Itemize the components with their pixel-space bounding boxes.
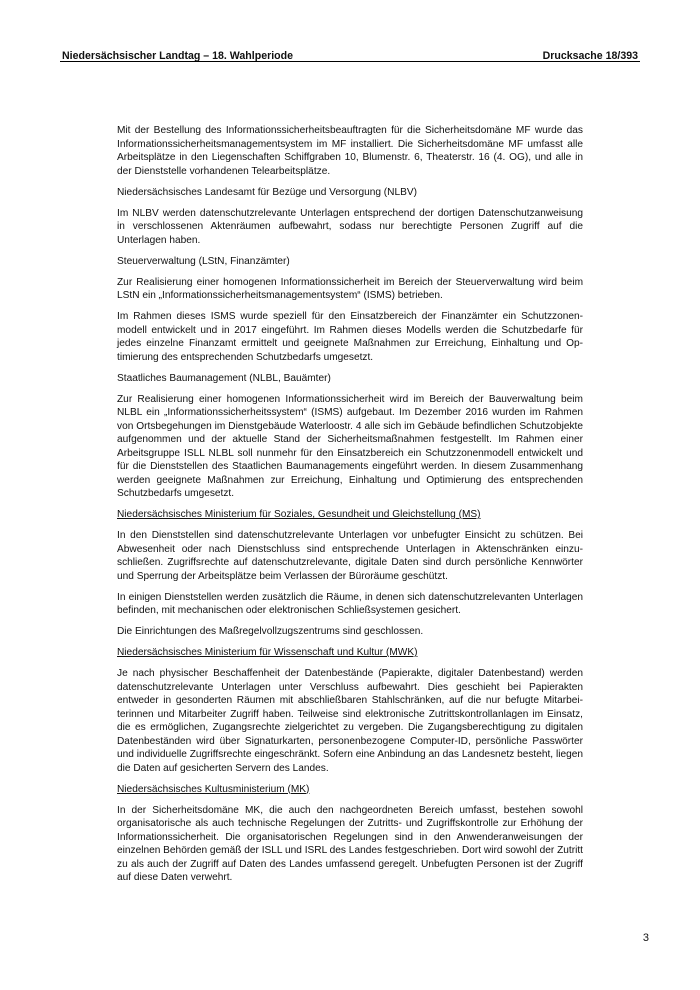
- section-heading-ms: Niedersächsisches Ministerium für Soziales, Gesundheit und Gleichstellung (MS): [117, 509, 481, 520]
- page-number: 3: [642, 932, 649, 944]
- paragraph-lstn-isms: Zur Realisierung einer homogenen Informationssicherheit im Bereich der Steuerverwaltung wird beim LStN ein „Informationssicherheitsmanagementsystem“ (ISMS) betrieben.: [117, 276, 583, 301]
- section-heading-mk: Niedersächsisches Kultusministerium (MK): [117, 783, 310, 795]
- section-heading-baumanagement: Staatliches Baumanagement (NLBL, Bauämter): [117, 372, 331, 384]
- paragraph-mwk: Je nach physischer Beschaffenheit der Datenbestände (Papierakte, digitaler Datenbestand) werden datenschutzrelevante Unterlagen unter Verschluss aufbewahrt. Dies geschieht bei Papierakten entweder in gesonderten Räumen mit abschließbaren Stahlschränken, auf die nur befugte Mitarbeiterinnen und Mitarbeiter Zugriff haben. Teilweise sind elektronische Zutrittskontrollanlagen im Einsatz, die es ermöglichen, Zugangsrechte zielgerichtet zu vergeben. Die Zugangsberechtigung zu digitalen Datenbeständen wird über Signaturkarten, personenbezogene Computer-ID, persönliche Passwörter und individuelle Zugriffsrechte eingeschränkt. Sofern eine Anbindung an das Landesnetz besteht, liegen die Daten auf gesicherten Servern des Landes.: [117, 668, 583, 774]
- header-rule: [60, 61, 640, 62]
- paragraph-ms-massregelvollzug: Die Einrichtungen des Maßregelvollzugszentrums sind geschlossen.: [117, 626, 424, 637]
- paragraph-ms-dienststellen: In den Dienststellen sind datenschutzrelevante Unterlagen vor unbefugter Einsicht zu schützen. Bei Abwesenheit oder nach Dienstschluss sind entsprechende Unterlagen in Aktenschränken einzuschließen. Zugriffsrechte auf datenschutzrelevante, digitale Daten sind durch persönliche Kennwörter und Sperrung der Arbeitsplätze beim Verlassen der Büroräume geschützt.: [117, 530, 583, 582]
- section-heading-mwk: Niedersächsisches Ministerium für Wissenschaft und Kultur (MWK): [117, 647, 418, 658]
- paragraph-nlbv: Im NLBV werden datenschutzrelevante Unterlagen entsprechend der dortigen Datenschutzanweisung in verschlossenen Aktenräumen aufbewahrt, sodass nur berechtigte Personen Zugriff auf die Unterlagen haben.: [117, 207, 583, 246]
- paragraph-schutzzonenmodell: Im Rahmen dieses ISMS wurde speziell für den Einsatzbereich der Finanzämter ein Schutzzonenmodell entwickelt und in 2017 eingeführt. Im Rahmen dieses Modells werden die Schutzbedarfe für jedes einzelne Finanzamt ermittelt und geeignete Maßnahmen zur Erreichung, Einhaltung und Optimierung des entsprechenden Schutzbedarfs umgesetzt.: [117, 311, 583, 363]
- paragraph-mf-isms: Mit der Bestellung des Informationssicherheitsbeauftragten für die Sicherheitsdomäne MF wurde das Informationssicherheitsmanagementsystem im MF installiert. Die Sicherheitsdomäne MF umfasst alle Arbeitsplätze in den Liegenschaften Schiffgraben 10, Blumenstr. 6, Theaterstr. 16 (4. OG), und alle in der Dienststelle vorhandenen Telearbeitsplätze.: [117, 125, 583, 177]
- section-heading-nlbv: Niedersächsisches Landesamt für Bezüge und Versorgung (NLBV): [117, 186, 417, 198]
- paragraph-ms-schliesssysteme: In einigen Dienststellen werden zusätzlich die Räume, in denen sich datenschutzrelevanten Unterlagen befinden, mit mechanischen oder elektronischen Schließsystemen gesichert.: [117, 591, 583, 616]
- paragraph-mk: In der Sicherheitsdomäne MK, die auch den nachgeordneten Bereich umfasst, bestehen sowohl organisatorische als auch technische Regelungen der Zutritts- und Zugriffskontrolle zur Erhöhung der Informationssicherheit. Die organisatorischen Regelungen sind in den Anwenderanweisungen der einzelnen Behörden gemäß der ISLL und ISRL des Landes festgeschrieben. Dort wird sowohl der Zutritt zu als auch der Zugriff auf Daten des Landes umfassend geregelt. Unbefugten Personen ist der Zugriff auf diese Daten verwehrt.: [117, 804, 583, 883]
- header-title: Niedersächsischer Landtag – 18. Wahlperiode: [62, 50, 293, 62]
- header-document-number: Drucksache 18/393: [542, 50, 638, 62]
- document-body: [117, 124, 583, 892]
- paragraph-nlbl: Zur Realisierung einer homogenen Informationssicherheit wird im Bereich der Bauverwaltung beim NLBL ein „Informationssicherheitssystem“ (ISMS) aufgebaut. Im Dezember 2016 wurden im Rahmen von Ortsbegehungen im Dienstgebäude Waterloostr. 4 alle sich im Gebäude befindlichen Schutzobjekte aufgenommen und der aktuelle Stand der Sicherheitsmaßnahmen festgestellt. Im Rahmen einer Arbeitsgruppe ISLL NLBL soll nunmehr für den Einsatzbereich ein Schutzzonenmodell entwickelt und für die Dienststellen des Staatlichen Baumanagements eingeführt werden. In diesem Zusammenhang werden geeignete Maßnahmen zur Erreichung, Einhaltung und Optimierung des entsprechenden Schutzbedarfs umgesetzt.: [117, 393, 583, 499]
- section-heading-steuerverwaltung: Steuerverwaltung (LStN, Finanzämter): [117, 255, 290, 267]
- page-header: [62, 42, 638, 62]
